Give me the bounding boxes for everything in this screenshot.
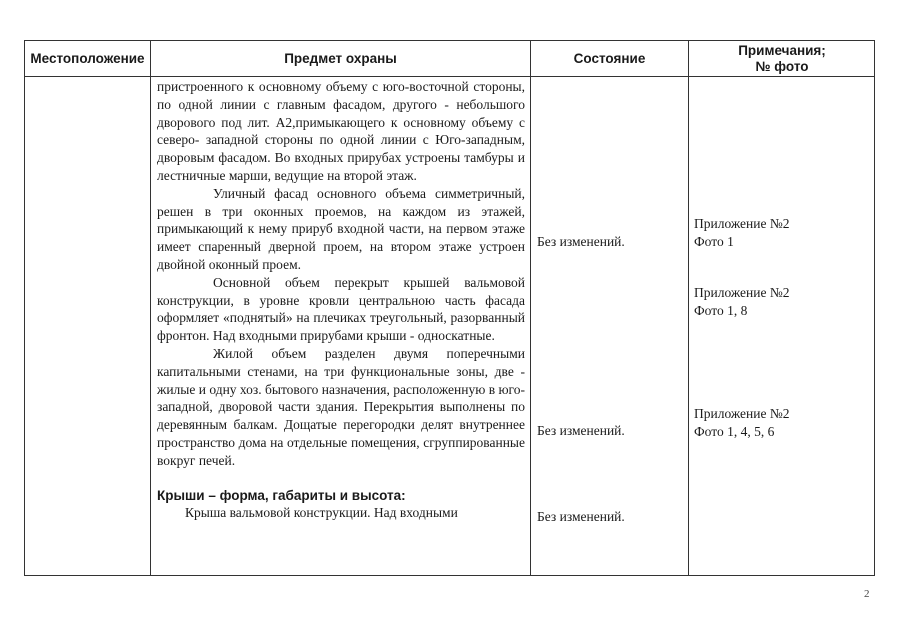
note-appendix: Приложение №2 <box>694 406 790 421</box>
note-photo: Фото 1, 8 <box>694 302 748 318</box>
note-entry <box>694 284 789 320</box>
section-paragraph: Крыша вальмовой конструкции. Над входными <box>185 505 458 521</box>
state-value: Без изменений. <box>537 423 625 438</box>
state-value: Без изменений. <box>537 234 625 249</box>
column-divider <box>530 41 531 575</box>
subject-paragraph: Уличный фасад основного объема симметричный, решен в три оконных проемов, на каждом из этажей, примыкающий к нему прируб входной части, на первом этаже имеет спаренный дверной проем, на втором этаже устроен двойной оконный проем. <box>157 185 525 272</box>
header-notes <box>689 41 875 77</box>
page-number: 2 <box>864 588 870 600</box>
note-appendix: Приложение №2 <box>694 285 790 300</box>
column-divider <box>688 41 689 575</box>
subject-paragraph: пристроенного к основному объему с юго-восточной стороны, по одной линии с главным фасадом, другого - небольшого дворового под лит. А2,примыкающего к основному объему с северо- западной стороны по одной линии с Юго-западным, дворовым фасадом. Во входных прирубах устроены тамбуры и лестничные марши, ведущие на второй этаж. <box>157 79 525 183</box>
note-appendix: Приложение №2 <box>694 216 790 231</box>
note-entry <box>694 215 789 251</box>
state-value: Без изменений. <box>537 509 625 524</box>
header-notes-photo: № фото <box>755 59 809 74</box>
column-divider <box>150 41 151 575</box>
subject-paragraph: Основной объем перекрыт крышей вальмовой конструкции, в уровне кровли центральною часть фасада оформляет «поднятый» на плечиках треугольный, разорванный фронтон. Над входными прирубами крыши - односкатные. <box>157 274 525 344</box>
section-heading <box>157 487 525 505</box>
subject-paragraph: Жилой объем разделен двумя поперечными капитальными стенами, на три функциональные зоны, две - жилые и одну хоз. бытового назначения, расположенную в юго-западной, дворовой части здания. Перекрытия выполнены по деревянным балкам. Дощатые перегородки делят внутреннее пространство дома на отдельные помещения, сгруппированные вокруг печей. <box>157 345 525 468</box>
protection-table <box>24 40 875 576</box>
header-state: Состояние <box>573 51 646 66</box>
note-photo: Фото 1, 4, 5, 6 <box>694 423 775 439</box>
header-subject: Предмет охраны <box>284 51 397 66</box>
header-notes-title: Примечания; <box>738 43 826 58</box>
note-entry <box>694 405 789 441</box>
header-location: Местоположение <box>30 51 145 66</box>
section-title: Крыши – форма, габариты и высота: <box>157 487 406 503</box>
subject-cell <box>157 78 525 522</box>
note-photo: Фото 1 <box>694 233 734 249</box>
